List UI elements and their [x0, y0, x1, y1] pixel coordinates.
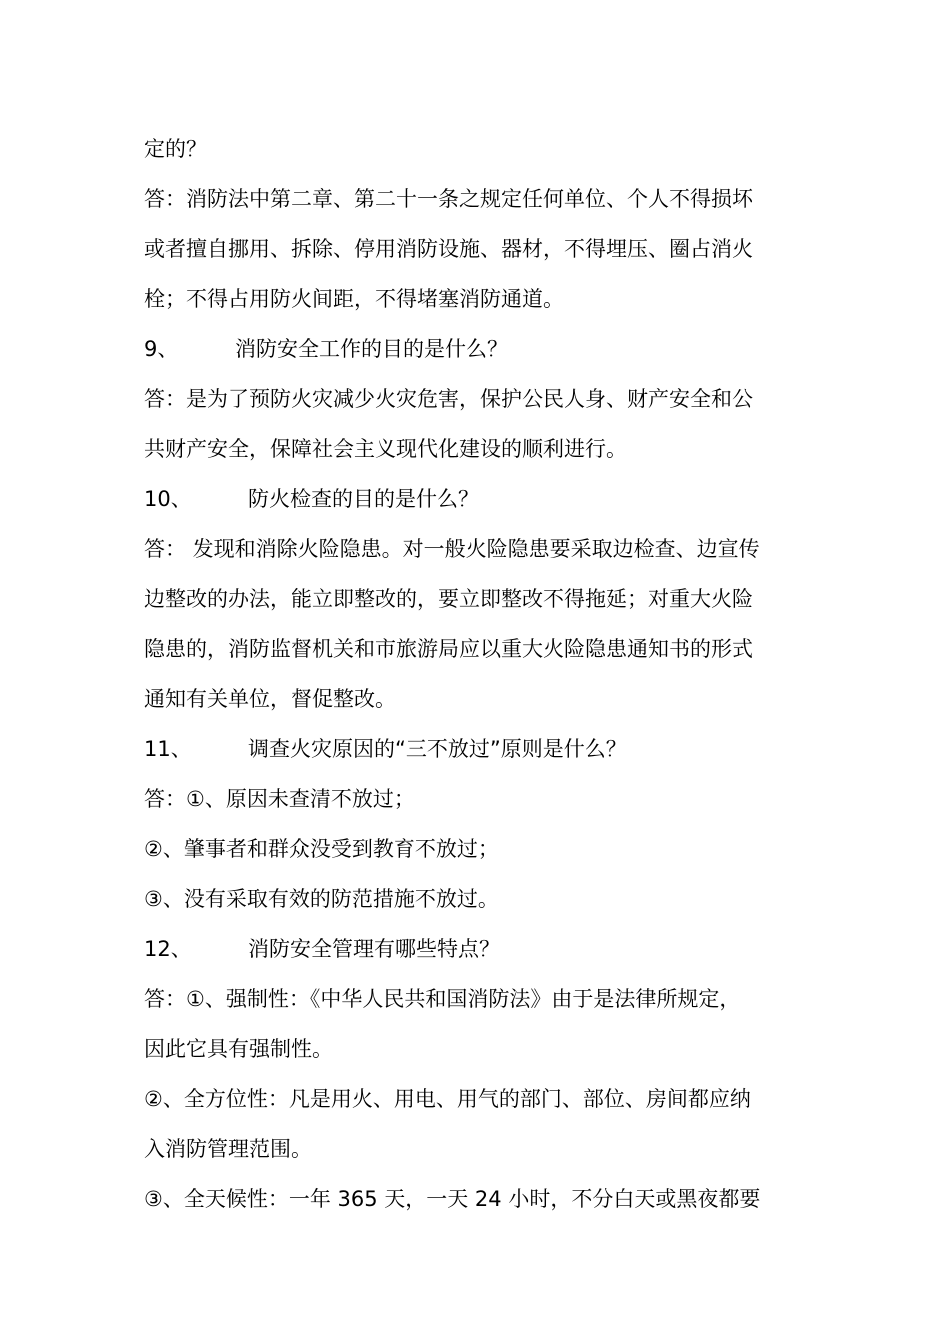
question-heading [144, 724, 814, 774]
question-text: 消防安全管理有哪些特点？ [248, 937, 500, 961]
document-page [144, 124, 814, 1224]
text-line: 因此它具有强制性。 [144, 1037, 333, 1061]
question-number: 9、 [144, 337, 179, 361]
question-heading [144, 924, 814, 974]
text-line: 定的？ [144, 137, 207, 161]
question-heading [144, 474, 814, 524]
question-number: 12、 [144, 937, 192, 961]
answer-line: 答：是为了预防火灾减少火灾危害，保护公民人身、财产安全和公 [144, 387, 753, 411]
text-line: 隐患的，消防监督机关和市旅游局应以重大火险隐患通知书的形式 [144, 637, 753, 661]
text-line: ③、全天候性：一年 365 天，一天 24 小时，不分白天或黑夜都要 [144, 1187, 761, 1211]
answer-line: 答：①、原因未查清不放过； [144, 787, 415, 811]
question-text: 消防安全工作的目的是什么？ [235, 337, 508, 361]
text-line: 共财产安全，保障社会主义现代化建设的顺利进行。 [144, 437, 627, 461]
text-line: 入消防管理范围。 [144, 1137, 312, 1161]
text-line: 边整改的办法，能立即整改的，要立即整改不得拖延；对重大火险 [144, 587, 753, 611]
question-text: 防火检查的目的是什么？ [248, 487, 479, 511]
text-line: ③、没有采取有效的防范措施不放过。 [144, 887, 499, 911]
text-line: 栓；不得占用防火间距，不得堵塞消防通道。 [144, 287, 564, 311]
answer-line: 答：消防法中第二章、第二十一条之规定任何单位、个人不得损坏 [144, 187, 753, 211]
text-line: ②、全方位性：凡是用火、用电、用气的部门、部位、房间都应纳 [144, 1087, 751, 1111]
answer-line: 答： 发现和消除火险隐患。对一般火险隐患要采取边检查、边宣传 [144, 537, 760, 561]
text-line: 通知有关单位，督促整改。 [144, 687, 396, 711]
question-number: 10、 [144, 487, 192, 511]
question-heading [144, 324, 814, 374]
answer-line: 答：①、强制性：《中华人民共和国消防法》由于是法律所规定， [144, 987, 741, 1011]
question-text: 调查火灾原因的“三不放过”原则是什么？ [248, 737, 627, 761]
text-line: 或者擅自挪用、拆除、停用消防设施、器材，不得埋压、圈占消火 [144, 237, 753, 261]
text-line: ②、肇事者和群众没受到教育不放过； [144, 837, 499, 861]
question-number: 11、 [144, 737, 192, 761]
